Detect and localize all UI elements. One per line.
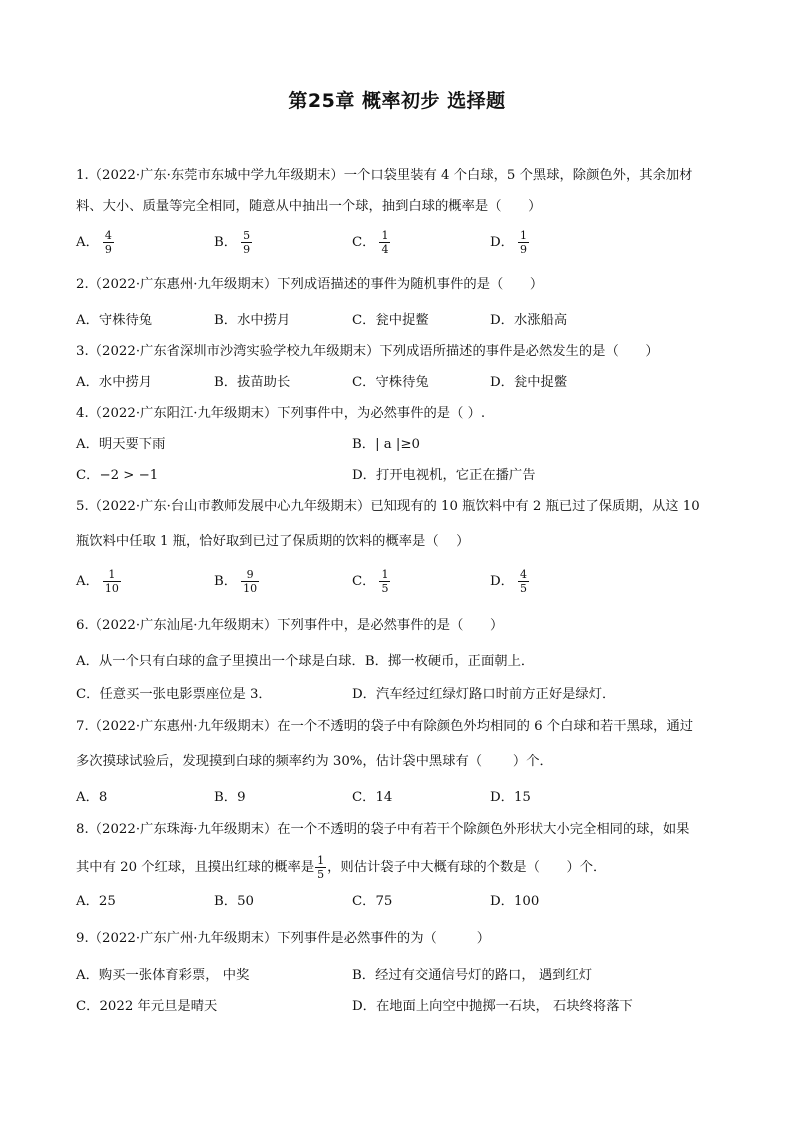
question-5-option-c: C． $\frac{1}{5}$ — [352, 568, 389, 595]
question-8-text-cont: 其中有 20 个红球，且摸出红球的概率是 $\frac{1}{5}$ ，则估计袋子中大概有球的个数是（ ）个． — [76, 854, 607, 881]
question-5-option-b: B． $\frac{9}{10}$ — [214, 568, 258, 595]
question-8-option-c: C．75 — [352, 894, 393, 909]
question-8-option-d: D．100 — [490, 894, 540, 909]
question-9-option-c: C．2022 年元旦是晴天 — [76, 999, 218, 1014]
question-7-option-c: C．14 — [352, 790, 393, 805]
question-5-text: 5.（2022·广东·台山市教师发展中心九年级期末）已知现有的 10 瓶饮料中有 2 瓶已过了保质期，从这 10 — [76, 499, 700, 514]
question-6-text: 6.（2022·广东汕尾·九年级期末）下列事件中，是必然事件的是（ ） — [76, 618, 504, 633]
question-7-text: 7.（2022·广东惠州·九年级期末）在一个不透明的袋子中有除颜色外均相同的 6 个白球和若干黑球，通过 — [76, 719, 694, 734]
question-2-option-b: B．水中捞月 — [214, 313, 291, 328]
question-4-option-a: A．明天要下雨 — [76, 437, 166, 452]
question-8-option-b: B．50 — [214, 894, 254, 909]
question-5-text-cont: 瓶饮料中任取 1 瓶，恰好取到已过了保质期的饮料的概率是（ ） — [76, 534, 470, 549]
question-7-text-cont: 多次摸球试验后，发现摸到白球的频率约为 30%，估计袋中黑球有（ ）个． — [76, 754, 553, 769]
question-4-text: 4.（2022·广东阳江·九年级期末）下列事件中，为必然事件的是（ ）. — [76, 406, 486, 421]
question-2-option-a: A．守株待兔 — [76, 313, 153, 328]
question-4-option-d: D．打开电视机，它正在播广告 — [352, 468, 536, 483]
question-9-option-a: A．购买一张体育彩票， 中奖 — [76, 968, 250, 983]
question-9-text: 9.（2022·广东广州·九年级期末）下列事件是必然事件的为（ ） — [76, 931, 490, 946]
question-7-option-b: B．9 — [214, 790, 246, 805]
question-3-option-d: D．瓮中捉鳖 — [490, 375, 568, 390]
question-5-option-d: D． $\frac{4}{5}$ — [490, 568, 527, 595]
question-4-option-b: B．| a |≥0 — [352, 437, 421, 452]
question-9-option-b: B．经过有交通信号灯的路口， 遇到红灯 — [352, 968, 593, 983]
question-7-option-d: D．15 — [490, 790, 531, 805]
question-7-option-a: A．8 — [76, 790, 108, 805]
question-9-option-d: D．在地面上向空中抛掷一石块， 石块终将落下 — [352, 999, 633, 1014]
question-1-option-b: B． $\frac{5}{9}$ — [214, 229, 251, 256]
question-2-option-d: D．水涨船高 — [490, 313, 568, 328]
question-1-text: 1.（2022·广东·东莞市东城中学九年级期末）一个口袋里装有 4 个白球，5 个黑球，除颜色外，其余加材 — [76, 168, 693, 183]
question-4-option-c: C．−2 > −1 — [76, 468, 159, 483]
page-title: 第25章 概率初步 选择题 — [288, 90, 506, 112]
question-3-text: 3.（2022·广东省深圳市沙湾实验学校九年级期末）下列成语所描述的事件是必然发生的是（ ） — [76, 344, 659, 359]
question-6-option-ab: A．从一个只有白球的盒子里摸出一个球是白球．B．掷一枚硬币，正面朝上． — [76, 654, 535, 669]
question-8-option-a: A．25 — [76, 894, 116, 909]
question-1-option-d: D． $\frac{1}{9}$ — [490, 229, 527, 256]
question-2-option-c: C．瓮中捉鳖 — [352, 313, 429, 328]
question-1-text-cont: 料、大小、质量等完全相同，随意从中抽出一个球，抽到白球的概率是（ ） — [76, 199, 542, 214]
question-6-option-d: D．汽车经过红绿灯路口时前方正好是绿灯． — [352, 687, 616, 702]
question-2-text: 2.（2022·广东惠州·九年级期末）下列成语描述的事件为随机事件的是（ ） — [76, 277, 544, 292]
question-5-option-a: A． $\frac{1}{10}$ — [76, 568, 119, 595]
question-1-option-c: C． $\frac{1}{4}$ — [352, 229, 389, 256]
question-8-text: 8.（2022·广东珠海·九年级期末）在一个不透明的袋子中有若干个除颜色外形状大小完全相同的球，如果 — [76, 822, 690, 837]
question-6-option-c: C．任意买一张电影票座位是 3． — [76, 687, 272, 702]
question-3-option-c: C．守株待兔 — [352, 375, 429, 390]
question-3-option-a: A．水中捞月 — [76, 375, 153, 390]
question-1-option-a: A． $\frac{4}{9}$ — [76, 229, 112, 256]
question-3-option-b: B．拔苗助长 — [214, 375, 291, 390]
